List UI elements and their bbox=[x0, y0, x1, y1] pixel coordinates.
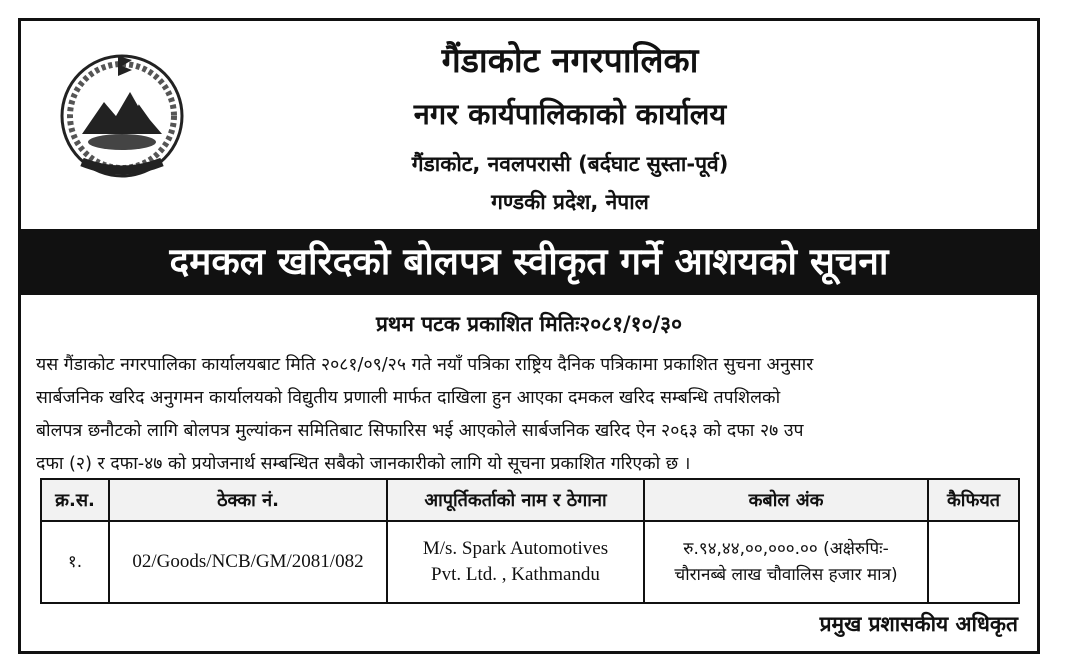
office-address: गैंडाकोट, नवलपरासी (बर्दघाट सुस्ता-पूर्व) bbox=[411, 152, 729, 176]
table-row bbox=[41, 521, 1019, 603]
cell-bid-amount bbox=[644, 521, 928, 603]
supplier-address: Pvt. Ltd. , Kathmandu bbox=[431, 564, 600, 585]
org-name: गैंडाकोट नगरपालिका bbox=[441, 41, 699, 81]
table-header-row bbox=[41, 479, 1019, 521]
bid-table bbox=[40, 478, 1020, 604]
cell-sn: १. bbox=[41, 521, 109, 603]
signatory-title: प्रमुख प्रशासकीय अधिकृत bbox=[819, 612, 1018, 636]
col-header-bid-amount: कबोल अंक bbox=[644, 479, 928, 521]
supplier-name: M/s. Spark Automotives bbox=[422, 538, 609, 559]
cell-remarks bbox=[928, 521, 1019, 603]
col-header-remarks: कैफियत bbox=[928, 479, 1019, 521]
col-header-supplier: आपूर्तिकर्ताको नाम र ठेगाना bbox=[387, 479, 644, 521]
office-name: नगर कार्यपालिकाको कार्यालय bbox=[413, 97, 727, 131]
bid-amount-figures: रु.९४,४४,००,०००.०० (अक्षेरुपिः- bbox=[683, 539, 889, 559]
publish-date: प्रथम पटक प्रकाशित मितिः२०८१/१०/३० bbox=[375, 312, 683, 336]
province-country: गण्डकी प्रदेश, नेपाल bbox=[491, 190, 649, 214]
bid-amount-words: चौरानब्बे लाख चौवालिस हजार मात्र) bbox=[674, 565, 898, 585]
notice-body bbox=[36, 349, 1028, 481]
nepal-government-emblem bbox=[52, 42, 192, 182]
col-header-sn: क्र.स. bbox=[41, 479, 109, 521]
cell-supplier bbox=[387, 521, 644, 603]
notice-body-line: बोलपत्र छनौटको लागि बोलपत्र मुल्यांकन समितिबाट सिफारिस भई आएकोले सार्बजनिक खरिद ऐन २०६३ को दफा २७ उप bbox=[36, 421, 804, 441]
notice-title: दमकल खरिदको बोलपत्र स्वीकृत गर्ने आशयको सूचना bbox=[21, 229, 1037, 295]
notice-body-line: यस गैंडाकोट नगरपालिका कार्यालयबाट मिति २०८१/०९/२५ गते नयाँ पत्रिका राष्ट्रिय दैनिक पत्रिकामा प्रकाशित सुचना अनुसार bbox=[36, 355, 814, 375]
cell-contract-no: 02/Goods/NCB/GM/2081/082 bbox=[109, 521, 387, 603]
col-header-contract-no: ठेक्का नं. bbox=[109, 479, 387, 521]
notice-body-line: दफा (२) र दफा-४७ को प्रयोजनार्थ सम्बन्धित सबैको जानकारीको लागि यो सूचना प्रकाशित गरिएको छ । bbox=[36, 454, 691, 474]
notice-body-line: सार्बजनिक खरिद अनुगमन कार्यालयको विद्युतीय प्रणाली मार्फत दाखिला हुन आएका दमकल खरिद सम्बन्धि तपशिलको bbox=[36, 388, 781, 408]
